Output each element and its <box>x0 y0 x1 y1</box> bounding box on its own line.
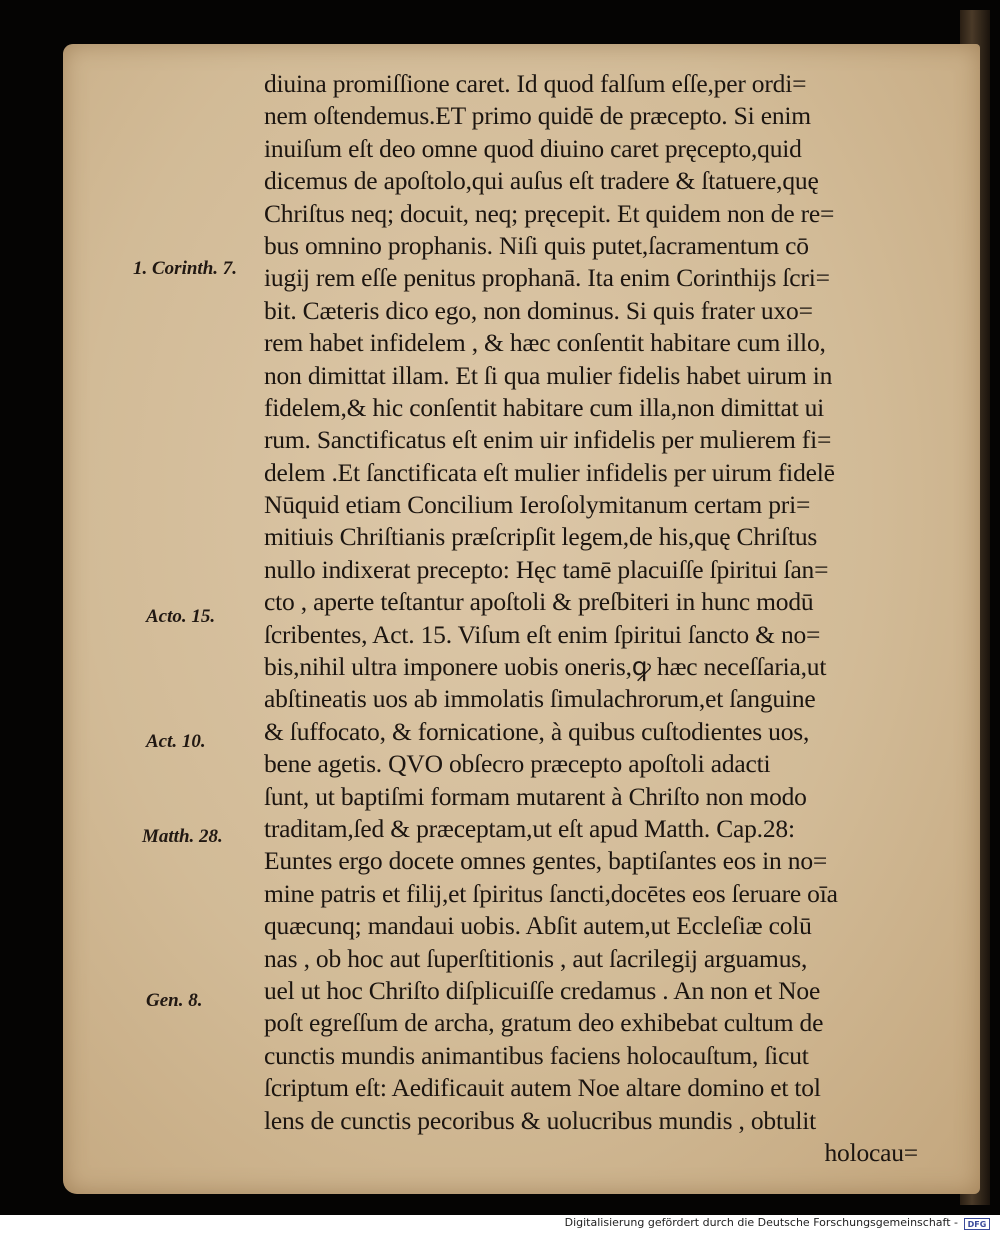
text-line: ſcriptum eſt: Aedificauit autem Noe altare domino et tol <box>264 1073 821 1103</box>
text-line: fidelem,& hic conſentit habitare cum illa,non dimittat ui <box>264 392 825 422</box>
text-line: traditam,ſed & præceptam,ut eſt apud Matth. Cap.28: <box>264 813 795 843</box>
margin-note-corinthians: 1. Corinth. 7. <box>133 258 238 279</box>
text-line: nullo indixerat precepto: Hęc tamē placuiſſe ſpiritui ſan= <box>264 554 829 584</box>
text-line: bit. Cæteris dico ego, non dominus. Si quis frater uxo= <box>264 295 813 325</box>
text-line: cto , aperte teſtantur apoſtoli & preſbiteri in hunc modū <box>264 587 814 617</box>
text-line: quæcunq; mandaui uobis. Abſit autem,ut Eccleſiæ colū <box>264 911 812 941</box>
text-line: mitiuis Chriſtianis præſcripſit legem,de his,quę Chriſtus <box>264 522 818 552</box>
text-line: bus omnino prophanis. Niſi quis putet,ſacramentum cō <box>264 230 809 260</box>
text-line: iugij rem eſſe penitus prophanā. Ita enim Corinthijs ſcri= <box>264 263 830 293</box>
text-line: uel ut hoc Chriſto diſplicuiſſe credamus . An non et Noe <box>264 975 821 1005</box>
dfg-logo-icon: DFG <box>964 1218 990 1230</box>
text-line: dicemus de apoſtolo,qui auſus eſt tradere & ſtatuere,quę <box>264 166 819 196</box>
text-line: bis,nihil ultra imponere uobis oneris,ꝙ hæc neceſſaria,ut <box>264 652 827 682</box>
text-line: Euntes ergo docete omnes gentes, baptiſantes eos in no= <box>264 846 828 876</box>
margin-note-genesis: Gen. 8. <box>146 990 203 1011</box>
margin-note-matthew: Matth. 28. <box>142 826 223 847</box>
text-line: Nūquid etiam Concilium Ieroſolymitanum certam pri= <box>264 490 811 520</box>
text-line: delem .Et ſanctificata eſt mulier infidelis per uirum fidelē <box>264 457 835 487</box>
text-line: nas , ob hoc aut ſuperſtitionis , aut ſacrilegij arguamus, <box>264 943 808 973</box>
footer-bar <box>0 1215 1000 1233</box>
funding-notice: Digitalisierung gefördert durch die Deutsche Forschungsgemeinschaft - <box>564 1216 958 1229</box>
text-line: abſtineatis uos ab immolatis ſimulachrorum,et ſanguine <box>264 684 816 714</box>
catchword: holocau= <box>824 1137 918 1167</box>
margin-note-acts-10: Act. 10. <box>146 731 206 752</box>
text-line: mine patris et filij,et ſpiritus ſancti,docētes eos ſeruare oīa <box>264 878 838 908</box>
text-line: rum. Sanctificatus eſt enim uir infidelis per mulierem fi= <box>264 425 832 455</box>
text-line: rem habet infidelem , & hæc conſentit habitare cum illo, <box>264 328 826 358</box>
text-line: Chriſtus neq; docuit, neq; pręcepit. Et quidem non de re= <box>264 198 835 228</box>
text-line: & ſuffocato, & fornicatione, à quibus cuſtodientes uos, <box>264 716 810 746</box>
main-text <box>264 68 926 1169</box>
text-line: nem oſtendemus.ET primo quidē de præcepto. Si enim <box>264 101 811 131</box>
text-line: lens de cunctis pecoribus & uolucribus mundis , obtulit <box>264 1105 817 1135</box>
text-line: cunctis mundis animantibus faciens holocauſtum, ſicut <box>264 1040 809 1070</box>
text-line: ſcribentes, Act. 15. Viſum eſt enim ſpiritui ſancto & no= <box>264 619 821 649</box>
text-line: poſt egreſſum de archa, gratum deo exhibebat cultum de <box>264 1008 824 1038</box>
text-line: ſunt, ut baptiſmi formam mutarent à Chriſto non modo <box>264 781 807 811</box>
margin-note-acts-15: Acto. 15. <box>146 606 216 627</box>
text-line: diuina promiſſione caret. Id quod falſum eſſe,per ordi= <box>264 69 807 98</box>
text-line: non dimittat illam. Et ſi qua mulier fidelis habet uirum in <box>264 360 833 390</box>
text-line: bene agetis. QVO obſecro præcepto apoſtoli adacti <box>264 749 771 779</box>
text-line: inuiſum eſt deo omne quod diuino caret pręcepto,quid <box>264 133 802 163</box>
